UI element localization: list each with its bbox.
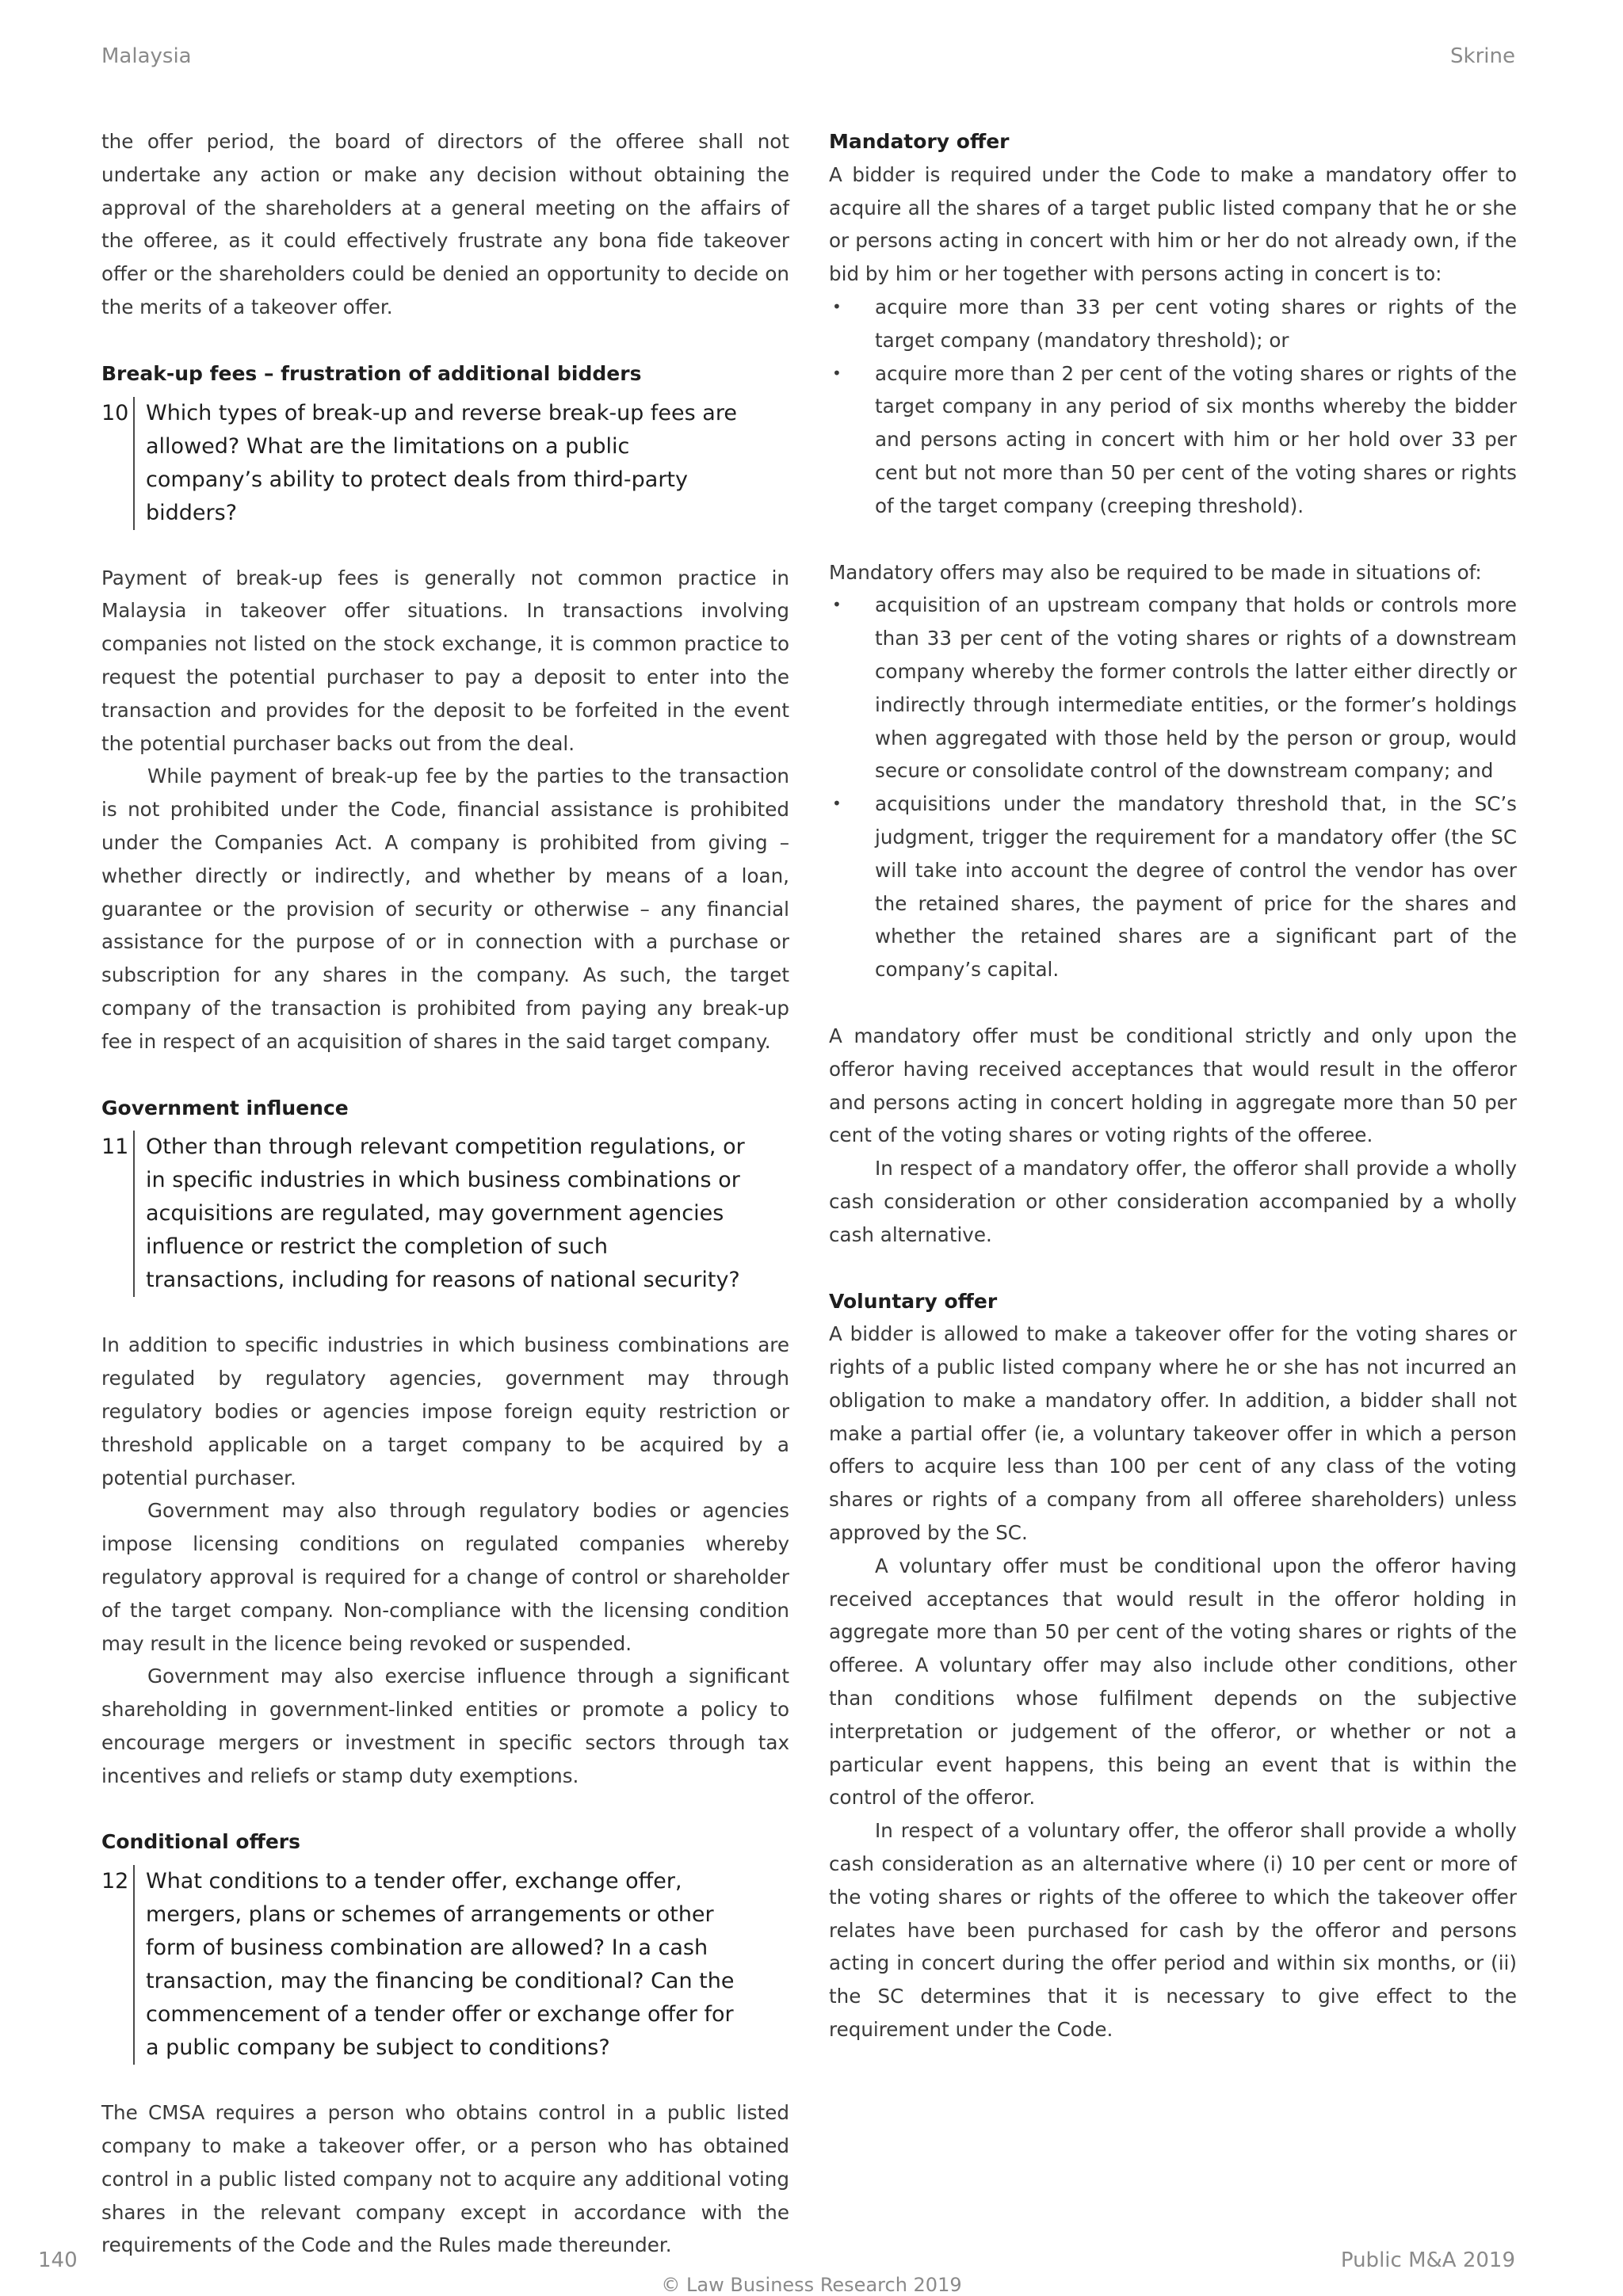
answer-paragraph: Payment of break-up fees is generally not common practice in Malaysia in takeover offer situations. In transactions involving companies not listed on the stock exchange, it is common practice to request the potential purchaser to pay a deposit to enter into the transaction and provides for the deposit to be forfeited in the event the potential purchaser backs out from the deal. [101,566,789,755]
answer-paragraph: While payment of break-up fee by the parties to the transaction is not prohibited under the Code, financial assistance is prohibited under the Companies Act. A company is prohibited from giving – whether directly or indirectly, and whether by means of a loan, guarantee or the provision of security or otherwise – any financial assistance for the purpose of or in connection with a purchase or subscription for any shares in the company. As such, the target company of the transaction is prohibited from paying any break-up fee in respect of an acquisition of shares in the said target company. [101,765,789,1053]
page-number: 140 [38,2248,78,2272]
heading-mandatory-offer: Mandatory offer [829,130,1010,153]
running-head-firm: Skrine [1450,44,1515,68]
list-item: • acquire more than 33 per cent voting shares or rights of the target company (mandatory threshold); or [829,291,1517,357]
body-paragraph: Mandatory offers may also be required to be made in situations of: [829,560,1482,584]
body-paragraph: A bidder is required under the Code to make a mandatory offer to acquire all the shares of a target public listed company that he or she or persons acting in concert with him or her do not already own, if the bid by him or her together with persons acting in concert is to: [829,162,1517,286]
answer-paragraph: The CMSA requires a person who obtains control in a public listed company to make a takeover offer, or a person who has obtained control in a public listed company not to acquire any additional voting shares in the relevant company except in accordance with the requirements of the Code and the Rules made thereunder. [101,2101,789,2257]
heading-conditional-offers: Conditional offers [101,1830,301,1854]
heading-government-influence: Government influence [101,1096,349,1119]
answer-paragraph: Government may also through regulatory bodies or agencies impose licensing conditions on regulated companies whereby regulatory approval is required for a change of control or shareholder of the target company. Non-compliance with the licensing condition may result in the licence being revoked or suspended. [101,1499,789,1655]
question-text: Which types of break-up and reverse break-up fees are allowed? What are the limitations on a public company’s ability to protect deals from third-party bidders? [133,397,748,530]
heading-break-up-fees: Break-up fees – frustration of additional bidders [101,361,642,385]
right-column [829,125,1517,2046]
copyright-notice: © Law Business Research 2019 [661,2274,962,2296]
answer-paragraph: Government may also exercise influence through a significant shareholding in government-linked entities or promote a policy to encourage mergers or investment in specific sectors through tax incentives and reliefs or stamp duty exemptions. [101,1665,789,1787]
answer-paragraph: In addition to specific industries in which business combinations are regulated by regulatory agencies, government may through regulatory bodies or agencies impose foreign equity restriction or threshold applicable on a target company to be acquired by a potential purchaser. [101,1333,789,1489]
body-paragraph: A bidder is allowed to make a takeover offer for the voting shares or rights of a public listed company where he or she has not incurred an obligation to make a mandatory offer. In addition, a bidder shall not make a partial offer (ie, a voluntary takeover offer in which a person offers to acquire less than 100 per cent of any class of the voting shares or rights of a company from all offeree shareholders) unless approved by the SC. [829,1322,1517,1545]
bullet-list [829,589,1517,986]
heading-voluntary-offer: Voluntary offer [829,1289,998,1313]
question-number: 12 [101,1869,129,1894]
intro-paragraph: the offer period, the board of directors of the offeree shall not undertake any action or make any decision without obtaining the approval of the shareholders at a general meeting on the affairs of the offeree, as it could effectively frustrate any bona fide takeover offer or the shareholders could be denied an opportunity to decide on the merits of a takeover offer. [101,130,789,318]
body-paragraph: In respect of a mandatory offer, the offeror shall provide a wholly cash consideration or other consideration accompanied by a wholly cash alternative. [829,1157,1517,1246]
question-text: What conditions to a tender offer, exchange offer, mergers, plans or schemes of arrangements or other form of business combination are allowed? In a cash transaction, may the financing be conditional? Can the commencement of a tender offer or exchange offer for a public company be subject to conditions? [133,1865,748,2065]
list-item: • acquire more than 2 per cent of the voting shares or rights of the target company in any period of six months whereby the bidder and persons acting in concert with him or her hold over 33 per cent but not more than 50 per cent of the voting shares or rights of the target company (creeping threshold). [829,357,1517,523]
question-number: 10 [101,400,129,425]
question-12 [101,1865,789,2065]
running-head-country: Malaysia [101,44,192,68]
publication-title: Public M&A 2019 [1340,2248,1515,2272]
question-text: Other than through relevant competition regulations, or in specific industries in which business combinations or acquisitions are regulated, may government agencies influence or restrict the completion of such transactions, including for reasons of national security? [133,1131,748,1297]
left-column [101,125,789,2262]
question-11 [101,1131,789,1297]
question-10 [101,397,789,530]
body-paragraph: A mandatory offer must be conditional strictly and only upon the offeror having received acceptances that would result in the offeror and persons acting in concert holding in aggregate more than 50 per cent of the voting shares or voting rights of the offeree. [829,1024,1517,1147]
body-paragraph: A voluntary offer must be conditional upon the offeror having received acceptances that would result in the offeror holding in aggregate more than 50 per cent of the voting shares or rights of the offeree. A voluntary offer may also include other conditions, other than conditions whose fulfilment depends on the subjective interpretation or judgement of the offeror, or whether or not a particular event happens, this being an event that is within the control of the offeror. [829,1554,1517,1810]
bullet-list [829,291,1517,523]
list-item: • acquisitions under the mandatory threshold that, in the SC’s judgment, trigger the requirement for a mandatory offer (the SC will take into account the degree of control the vendor has over the retained shares, the payment of price for the shares and whether the retained shares are a significant part of the company’s capital. [829,788,1517,986]
list-item: • acquisition of an upstream company that holds or controls more than 33 per cent of the voting shares or rights of a downstream company whereby the former controls the latter either directly or indirectly through intermediate entities, or the former’s holdings when aggregated with those held by the person or group, would secure or consolidate control of the downstream company; and [829,589,1517,788]
body-paragraph: In respect of a voluntary offer, the offeror shall provide a wholly cash consideration as an alternative where (i) 10 per cent or more of the voting shares or rights of the offeree to which the takeover offer relates have been purchased for cash by the offeror and persons acting in concert during the offer period and within six months, or (ii) the SC determines that it is necessary to give effect to the requirement under the Code. [829,1819,1517,2042]
question-number: 11 [101,1135,129,1160]
